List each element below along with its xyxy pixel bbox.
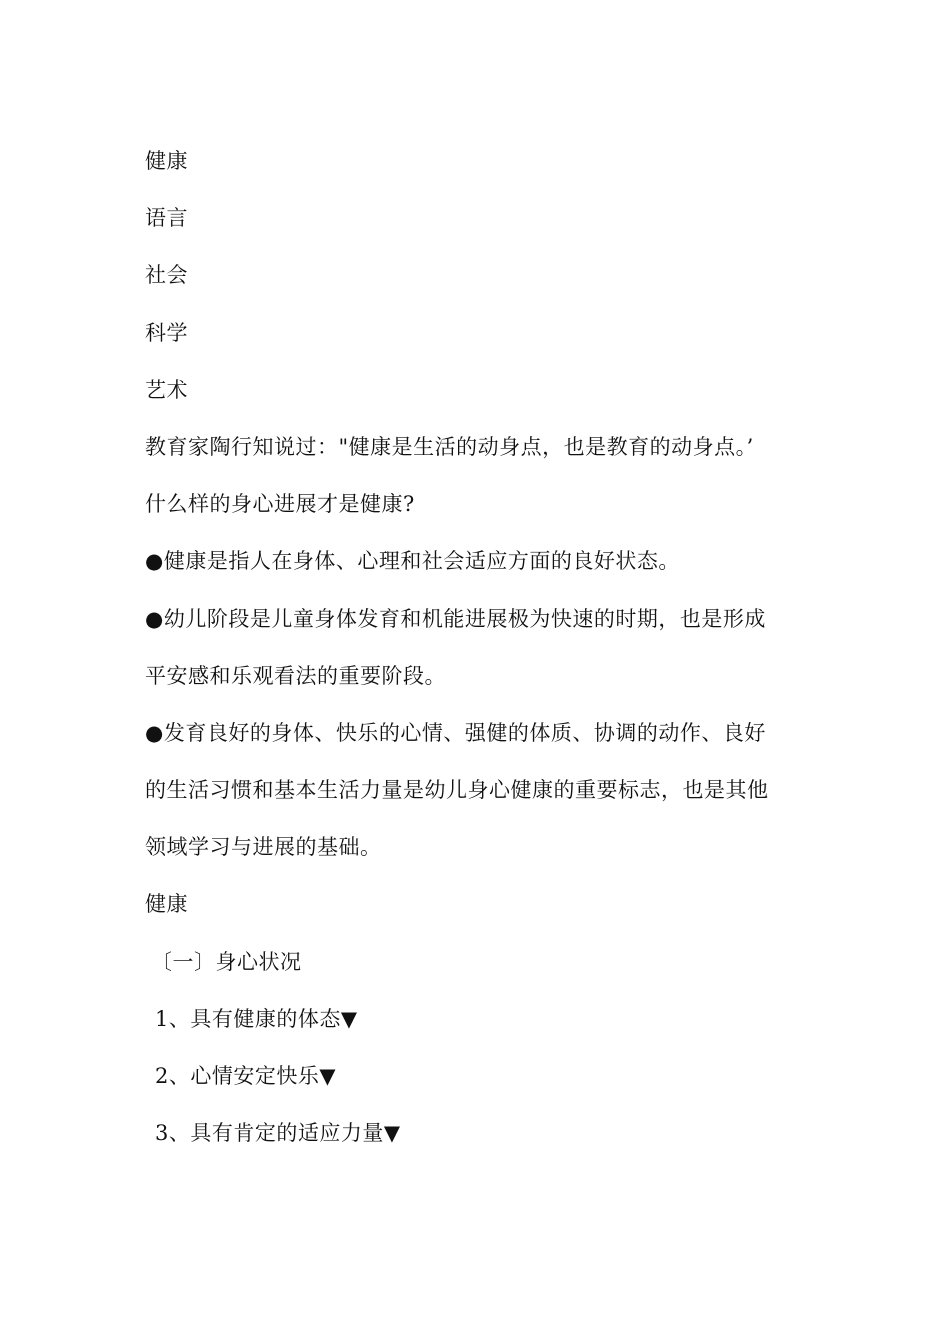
question-paragraph: 什么样的身心进展才是健康? xyxy=(145,492,415,517)
bullet-point-3-line-1: ●发育良好的身体、快乐的心情、强健的体质、协调的动作、良好 xyxy=(145,720,766,745)
domain-language: 语言 xyxy=(145,206,188,231)
bullet-point-2-line-1: ●幼儿阶段是儿童身体发育和机能进展极为快速的时期，也是形成 xyxy=(145,606,766,631)
goal-item-3: 3、具有肯定的适应力量▼ xyxy=(155,1121,401,1146)
document-body xyxy=(145,133,815,1162)
goal-item-1: 1、具有健康的体态▼ xyxy=(155,1006,358,1031)
bullet-point-3-line-2: 的生活习惯和基本生活力量是幼儿身心健康的重要标志，也是其他 xyxy=(145,778,769,803)
bullet-point-2-line-2: 平安感和乐观看法的重要阶段。 xyxy=(145,663,446,688)
domain-science: 科学 xyxy=(145,320,188,345)
section-title: 健康 xyxy=(145,892,188,917)
quote-paragraph: 教育家陶行知说过："健康是生活的动身点，也是教育的动身点。’ xyxy=(145,434,754,459)
subsection-title: 〔一〕身心状况 xyxy=(151,949,302,974)
bullet-point-3-line-3: 领域学习与进展的基础。 xyxy=(145,835,382,860)
bullet-point-1: ●健康是指人在身体、心理和社会适应方面的良好状态。 xyxy=(145,549,680,574)
domain-society: 社会 xyxy=(145,263,188,288)
domain-health: 健康 xyxy=(145,149,188,173)
domain-art: 艺术 xyxy=(145,377,188,402)
goal-item-2: 2、心情安定快乐▼ xyxy=(155,1064,337,1088)
